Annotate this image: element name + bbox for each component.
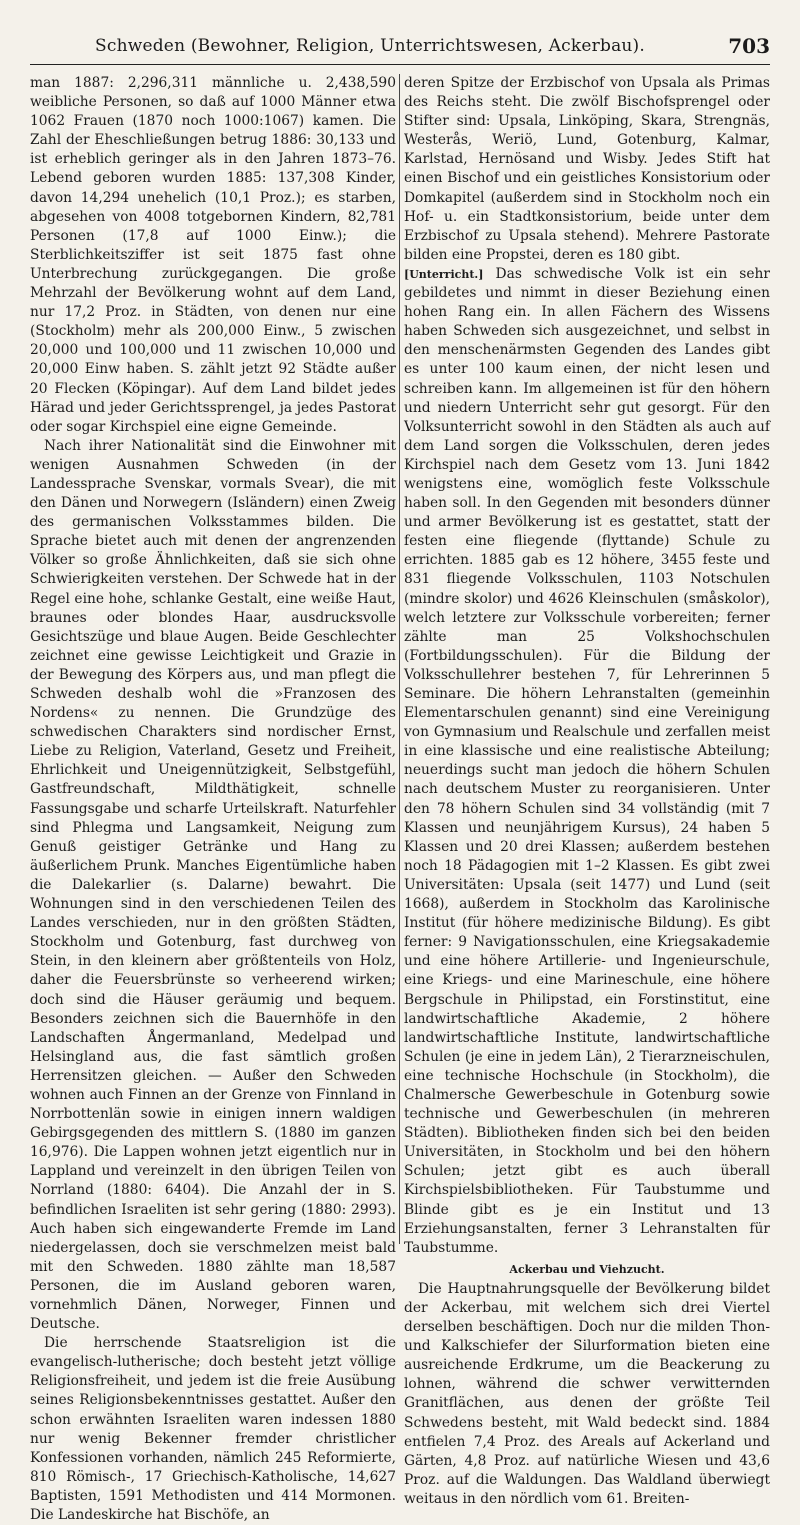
paragraph-education-text: Das schwedische Volk ist ein sehr gebildetes und nimmt in dieser Beziehung einen hohen Rang ein. In allen Fächern des Wissens haben Schweden sich ausgezeichnet, und selbst in den menschenärmsten Gegenden des Landes gibt es unter 100 kaum einen, der nicht lesen und schreiben kann. Im allgemeinen ist für den höhern und niedern Unterricht sehr gut gesorgt. Für den Volksunterricht sowohl in den Städten als auch auf dem Land sorgen die Volksschulen, deren jedes Kirchspiel nach dem Gesetz vom 13. Juni 1842 wenigstens eine, womöglich feste Volksschule haben soll. In den Gegenden mit besonders dünner und armer Bevölkerung ist es gestattet, statt der festen eine fliegende (flyttande) Schule zu errichten. 1885 gab es 12 höhere, 3455 feste und 831 fliegende Volksschulen, 1103 Notschulen (mindre skolor) und 4626 Kleinschulen (småskolor), welch letztere zur Volksschule vorbereiten; ferner zählte man 25 Volkshochschulen (Fortbildungsschulen). Für die Bildung der Volksschullehrer bestehen 7, für Lehrerinnen 5 Seminare. Die höhern Lehranstalten (gemeinhin Elementarschulen genannt) sind eine Vereinigung von Gymnasium und Realschule und zerfallen meist in eine klassische und eine realistische Abteilung; neuerdings sucht man jedoch die höhern Schulen nach deutschem Muster zu reorganisieren. Unter den 78 höhern Schulen sind 34 vollständig (mit 7 Klassen und neunjährigem Kursus), 24 haben 5 Klassen und 20 drei Klassen; außerdem bestehen noch 18 Pädagogien mit 1–2 Klassen. Es gibt zwei Universitäten: Upsala (seit 1477) und Lund (seit 1668), außerdem in Stockholm das Karolinische Institut (für höhere medizinische Bildung). Es gibt ferner: 9 Navigationsschulen, eine Kriegsakademie und eine höhere Artillerie- und Ingenieurschule, eine Kriegs- und eine Marineschule, eine höhere Bergschule in Philipstad, ein Forstinstitut, eine landwirtschaftliche Akademie, 2 höhere landwirtschaftliche Institute, landwirtschaftliche Schulen (je eine in jedem Län), 2 Tierarzneischulen, eine technische Hochschule (in Stockholm), die Chalmersche Gewerbeschule in Gotenburg sowie technische und Gewerbeschulen (in mehreren Städten). Bibliotheken finden sich bei den beiden Universitäten, in Stockholm und bei den höhern Schulen; jetzt gibt es auch überall Kirchspielsbibliotheken. Für Taubstumme und Blinde gibt es je ein Institut und 13 Erziehungsanstalten, ferner 3 Lehranstalten für Taubstumme. [404, 265, 771, 1256]
side-label-unterricht: [Unterricht.] [404, 267, 484, 281]
running-head: Schweden (Bewohner, Religion, Unterrichtswesen, Ackerbau). [95, 36, 645, 56]
paragraph-population: man 1887: 2,296,311 männliche u. 2,438,590 weibliche Personen, so daß auf 1000 Männer etwa 1062 Frauen (1870 noch 1000:1067) kamen. Die Zahl der Eheschließungen betrug 1886: 30,133 und ist erheblich geringer als in den Jahren 1873–76. Lebend geboren wurden 1885: 137,308 Kinder, davon 14,294 unehelich (10,1 Proz.); es starben, abgesehen von 4008 totgebornen Kindern, 82,781 Personen (17,8 auf 1000 Einw.); die Sterblichkeitsziffer ist seit 1875 fast ohne Unterbrechung zurückgegangen. Die große Mehrzahl der Bevölkerung wohnt auf dem Land, nur 17,2 Proz. in Städten, von denen nur eine (Stockholm) mehr als 200,000 Einw., 5 zwischen 20,000 und 100,000 und 11 zwischen 10,000 und 20,000 Einw haben. S. zählt jetzt 92 Städte außer 20 Flecken (Köpingar). Auf dem Land bildet jedes Härad und jeder Gerichtssprengel, ja jedes Pastorat oder sogar Kirchspiel eine eigne Gemeinde. [30, 75, 396, 435]
paragraph-nationality: Nach ihrer Nationalität sind die Einwohner mit wenigen Ausnahmen Schweden (in der Landessprache Svenskar, vormals Svear), die mit den Dänen und Norwegern (Isländern) einen Zweig des germanischen Volksstammes bilden. Die Sprache bietet auch mit denen der angrenzenden Völker so große Ähnlichkeiten, daß sie sich ohne Schwierigkeiten verstehen. Der Schwede hat in der Regel eine hohe, schlanke Gestalt, eine weiße Haut, braunes oder blondes Haar, ausdrucksvolle Gesichtszüge und blaue Augen. Beide Geschlechter zeichnet eine gewisse Leichtigkeit und Grazie in der Bewegung des Körpers aus, und man pflegt die Schweden deshalb wohl die »Franzosen des Nordens« zu nennen. Die Grundzüge des schwedischen Charakters sind nordischer Ernst, Liebe zu Religion, Vaterland, Gesetz und Freiheit, Ehrlichkeit und Uneigennützigkeit, Selbstgefühl, Gastfreundschaft, Mildthätigkeit, schnelle Fassungsgabe und scharfe Urteilskraft. Naturfehler sind Phlegma und Langsamkeit, Neigung zum Genuß geistiger Getränke und Hang zu äußerlichem Prunk. Manches Eigentümliche haben die Dalekarlier (s. Dalarne) bewahrt. Die Wohnungen sind in den verschiedenen Teilen des Landes verschieden, nur in den größten Städten, Stockholm und Gotenburg, fast durchweg von Stein, in den kleinern aber größtenteils von Holz, daher die Feuersbrünste so verheerend wirken; doch sind die Häuser geräumig und bequem. Besonders zeichnen sich die Bauernhöfe in den Landschaften Ångermanland, Medelpad und Helsingland aus, die fast sämtlich großen Herrensitzen gleichen. — Außer den Schweden wohnen auch Finnen an der Grenze von Finnland in Norrbottenlän sowie in einigen innern waldigen Gebirgsgegenden des mittlern S. (1880 im ganzen 16,976). Die Lappen wohnen jetzt eigentlich nur in Lappland und vereinzelt in den übrigen Teilen von Norrland (1880: 6404). Die Anzahl der in S. befindlichen Israeliten ist sehr gering (1880: 2993). Auch haben sich eingewanderte Fremde im Land niedergelassen, doch sie verschmelzen meist bald mit den Schweden. 1880 zählte man 18,587 Personen, die im Ausland geboren waren, vornehmlich Dänen, Norweger, Finnen und Deutsche. [30, 437, 396, 1333]
section-subheading: Ackerbau und Viehzucht. [509, 1262, 665, 1276]
paragraph-agriculture: Die Hauptnahrungsquelle der Bevölkerung bildet der Ackerbau, mit welchem sich drei Viertel derselben beschäftigen. Doch nur die milden Thon- und Kalkschiefer der Silurformation bieten eine ausreichende Erdkrume, um die Beackerung zu lohnen, während die schwer verwitternden Granitflächen, aus denen der größte Teil Schwedens besteht, mit Wald bedeckt sind. 1884 entfielen 7,4 Proz. des Areals auf Ackerland und Gärten, 4,8 Proz. auf natürliche Wiesen und 43,6 Proz. auf die Waldungen. Das Waldland überwiegt weitaus in den nördlich vom 61. Breiten- [404, 1280, 770, 1507]
paragraph-religion: Die herrschende Staatsreligion ist die evangelisch-lutherische; doch besteht jetzt völlige Religionsfreiheit, und jedem ist die freie Ausübung seines Religionsbekenntnisses gestattet. Außer den schon erwähnten Israeliten waren indessen 1880 nur wenig Bekenner fremder christlicher Konfessionen vorhanden, nämlich 245 Reformierte, 810 Römisch-, 17 Griechisch-Katholische, 14,627 Baptisten, 1591 Methodisten und 414 Mormonen. Die Landeskirche hat Bischöfe, an [30, 1335, 396, 1524]
page-header [30, 30, 770, 65]
left-column [30, 74, 396, 1524]
right-column [404, 74, 771, 1507]
paragraph-church: deren Spitze der Erzbischof von Upsala als Primas des Reichs steht. Die zwölf Bischofsprengel oder Stifter sind: Upsala, Linköping, Skara, Strengnäs, Westerås, Weriö, Lund, Gotenburg, Kalmar, Karlstad, Hernösand und Wisby. Jedes Stift hat einen Bischof und ein geistliches Konsistorium oder Domkapitel (außerdem sind in Stockholm noch ein Hof- u. ein Stadtkonsistorium, beide unter dem Erzbischof zu Upsala stehend). Mehrere Pastorate bilden eine Propstei, deren es 180 gibt. [404, 75, 770, 263]
page-number: 703 [728, 34, 770, 58]
paragraph-education [404, 265, 770, 1258]
column-divider [399, 74, 400, 1244]
